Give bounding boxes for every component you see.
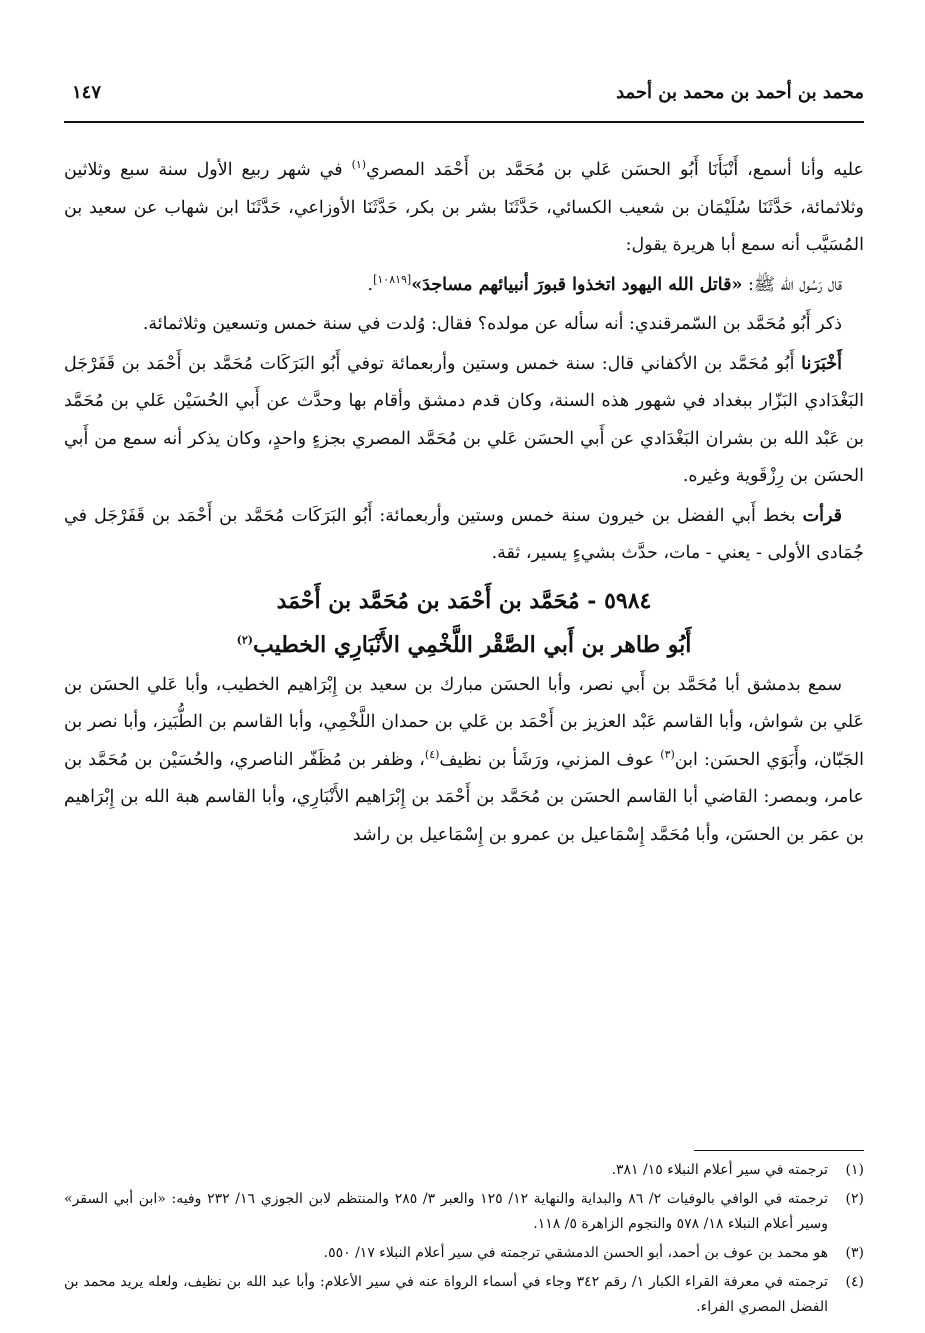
running-title: محمد بن أحمد بن محمد بن أحمد bbox=[616, 82, 864, 103]
footnotes bbox=[64, 1158, 864, 1324]
footnote-text: ترجمته في معرفة القراء الكبار ١/ رقم ٣٤٢ وجاء في أسماء الرواة عنه في سير الأعلام: وأبا عبد الله بن نظيف، ولعله يريد محمد بن الفضل المصري الفراء. bbox=[64, 1274, 828, 1315]
footnote-number: (٤) bbox=[845, 1274, 864, 1290]
paragraph-4-text: أَبُو مُحَمَّد بن الأكفاني قال: سنة خمس وستين وأربعمائة توفي أَبُو البَرَكَات مُحَمَّد بن أَحْمَد بن قَفَرْجَل البَغْدَادي البَزّار ببغداد في شهور هذه السنة، وكان قدم دمشق وأقام بها وحدَّث عن أَبي الحُسَيْن عَلي بن مُحَمَّد بن عَبْد الله بن بشران البَغْدَادي عن أَبي الحسَن عَلي بن مُحَمَّد المصري بجزءٍ واحدٍ، وكان يذكر أنه سمع من أَبي الحسَن بن رِزْقَوية وغيره. bbox=[64, 353, 864, 486]
footnote-number: (٣) bbox=[845, 1245, 864, 1261]
footnote-separator bbox=[694, 1150, 864, 1151]
footnote-marker-1: (١) bbox=[351, 158, 367, 172]
paragraph-2 bbox=[64, 267, 864, 305]
footnote-text: ترجمته في الوافي بالوفيات ٢/ ٨٦ والبداية والنهاية ١٢/ ١٢٥ والعبر ٣/ ٢٨٥ والمنتظم لابن الجوزي ١٦/ ٢٣٢ وفيه: «ابن أبي السقر» وسير أعلام النبلاء ١٨/ ٥٧٨ والنجوم الزاهرة ٥/ ١١٨. bbox=[64, 1191, 828, 1232]
footnote-text: ترجمته في سير أعلام النبلاء ١٥/ ٣٨١. bbox=[611, 1162, 828, 1178]
main-text bbox=[64, 152, 864, 854]
paragraph-2-text-a: قال رَسُول الله ﷺ: bbox=[748, 274, 842, 295]
paragraph-4-lead: أَخْبَرَنا bbox=[801, 353, 842, 374]
paragraph-6-text-a: سمع بدمشق أبا مُحَمَّد بن أَبي نصر، وأبا الحسَن مبارك بن سعيد بن إِبْرَاهيم الخطيب، وأبا عَلي الحسَن بن عَلي بن شواش، وأبا القاسم عَبْد العزيز بن أَحْمَد بن عَلي بن حمدان اللَّخْمِي، وأبا القاسم بن الطُّبَيز، وأبا نصر بن الجَبّان، وأَبَوَي الحسَن: ابن bbox=[64, 674, 864, 770]
footnote-marker-2: (٢) bbox=[236, 633, 253, 647]
page-number: ١٤٧ bbox=[72, 82, 102, 103]
page-header bbox=[64, 78, 864, 112]
footnote-text: هو محمد بن عوف بن أحمد، أبو الحسن الدمشقي ترجمته في سير أعلام النبلاء ١٧/ ٥٥٠. bbox=[323, 1245, 828, 1261]
entry-title-line-1: ٥٩٨٤ - مُحَمَّد بن أَحْمَد بن مُحَمَّد بن أَحْمَد bbox=[276, 587, 652, 614]
hadith-text: «قاتل الله اليهود اتخذوا قبورَ أنبيائهم مساجدَ» bbox=[411, 274, 743, 295]
paragraph-6-text-b: عوف المزني، ورَشَأ بن نظيف bbox=[439, 749, 655, 770]
paragraph-5-lead: قرأت bbox=[802, 505, 842, 526]
paragraph-5-text: بخط أَبي الفضل بن خيرون سنة خمس وستين وأربعمائة: أَبُو البَرَكَات مُحَمَّد بن أَحْمَد بن قَفَرْجَل في جُمَادى الأولى - يعني - مات، حدَّث بشيءٍ يسير، ثقة. bbox=[64, 505, 864, 563]
footnote-number: (١) bbox=[845, 1162, 864, 1178]
paragraph-2-text-b: . bbox=[367, 274, 374, 295]
paragraph-5 bbox=[64, 498, 864, 573]
paragraph-6 bbox=[64, 667, 864, 855]
hadith-reference: [١٠٨١٩] bbox=[373, 272, 412, 286]
paragraph-1 bbox=[64, 152, 864, 265]
entry-title-name: أَبُو طاهر بن أَبي الصَّقْر اللَّخْمِي الأَنْبَارِي الخطيب bbox=[252, 631, 692, 658]
book-page bbox=[64, 78, 864, 1315]
paragraph-4 bbox=[64, 346, 864, 496]
footnote bbox=[64, 1241, 864, 1266]
footnote-marker-3: (٣) bbox=[660, 747, 675, 761]
paragraph-1-text-a: عليه وأنا أسمع، أَنْبَأَنَا أَبُو الحسَن عَلي بن مُحَمَّد بن أَحْمَد المصري bbox=[366, 160, 864, 180]
footnote-number: (٢) bbox=[845, 1191, 864, 1207]
paragraph-1-text-b: في شهر ربيع الأول سنة سبع وثلاثين وثلاثمائة، حَدَّثَنَا سُلَيْمَان بن شعيب الكسائي، حَدَّثَنَا بشر بن بكر، حَدَّثَنَا الأوزاعي، حَدَّثَنَا ابن شهاب عن سعيد بن المُسَيَّب أنه سمع أبا هريرة يقول: bbox=[64, 160, 864, 255]
entry-title-line-2 bbox=[64, 623, 864, 667]
footnote bbox=[64, 1158, 864, 1183]
footnote-marker-4: (٤) bbox=[424, 747, 440, 761]
header-rule bbox=[64, 121, 864, 123]
footnote bbox=[64, 1270, 864, 1320]
footnote bbox=[64, 1187, 864, 1237]
paragraph-6-text-c: ، وظفر بن مُظَفّر الناصري، والحُسَيْن بن مُحَمَّد بن عامر، وبمصر: القاضي أبا القاسم الحسَن بن مُحَمَّد بن أَحْمَد بن إِبْرَاهيم الأَنْبَارِي، وأبا القاسم هبة الله بن إِبْرَاهيم بن عمَر بن الحسَن، وأبا مُحَمَّد إِسْمَاعيل بن عمرو بن إِسْمَاعيل بن راشد bbox=[64, 749, 864, 845]
paragraph-3: ذكر أَبُو مُحَمَّد بن السّمرقندي: أنه سأله عن مولده؟ فقال: وُلدت في سنة خمس وتسعين وثلاثمائة. bbox=[142, 314, 842, 334]
